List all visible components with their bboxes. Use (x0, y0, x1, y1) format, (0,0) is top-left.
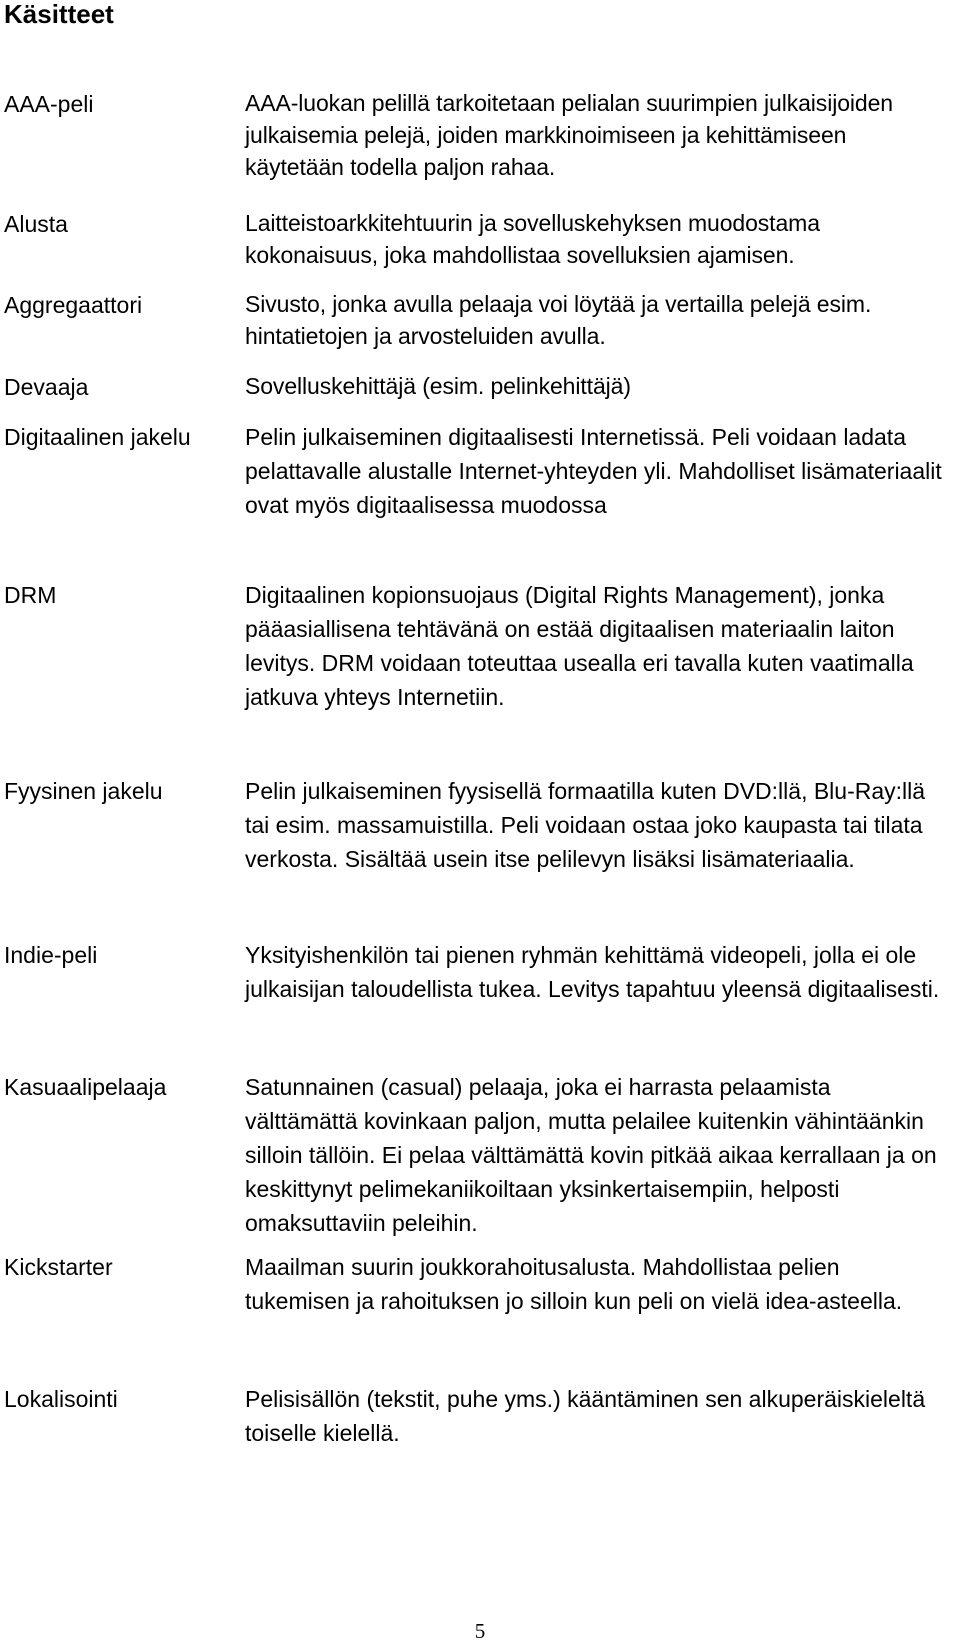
glossary-definition: AAA-luokan pelillä tarkoitetaan pelialan suurimpien julkaisijoiden julkaisemia pelejä, joiden markkinoimiseen ja kehittämiseen käytetään todella paljon rahaa. (245, 90, 894, 180)
glossary-definition: Pelin julkaiseminen fyysisellä formaatilla kuten DVD:llä, Blu-Ray:llä tai esim. massamuistilla. Peli voidaan ostaa joko kaupasta tai tilata verkosta. Sisältää usein itse pelilevyn lisäksi lisämateriaalia. (245, 778, 926, 872)
glossary-definition: Pelisisällön (tekstit, puhe yms.) kääntäminen sen alkuperäiskieleltä toiselle kielellä. (245, 1386, 926, 1446)
glossary-term: Alusta (4, 211, 68, 237)
glossary-definition: Yksityishenkilön tai pienen ryhmän kehittämä videopeli, jolla ei ole julkaisijan taloudellista tukea. Levitys tapahtuu yleensä digitaalisesti. (245, 942, 940, 1002)
glossary-term: Devaaja (4, 374, 89, 400)
glossary-definition: Sivusto, jonka avulla pelaaja voi löytää ja vertailla pelejä esim. hintatietojen ja arvosteluiden avulla. (245, 291, 872, 349)
glossary-term: Fyysinen jakelu (4, 778, 163, 804)
glossary-term: Kickstarter (4, 1254, 113, 1280)
glossary-definition: Laitteistoarkkitehtuurin ja sovelluskehyksen muodostama kokonaisuus, joka mahdollistaa sovelluksien ajamisen. (245, 210, 820, 268)
page-title: Käsitteet (4, 0, 114, 29)
glossary-definition: Satunnainen (casual) pelaaja, joka ei harrasta pelaamista välttämättä kovinkaan paljon, mutta pelailee kuitenkin vähintäänkin silloin tällöin. Ei pelaa välttämättä kovin pitkää aikaa kerrallaan ja on keskittynyt pelimekaniikoiltaan yksinkertaisempiin, helposti omaksuttaviin peleihin. (245, 1074, 937, 1236)
glossary-definition: Digitaalinen kopionsuojaus (Digital Rights Management), jonka pääasiallisena tehtävänä on estää digitaalisen materiaalin laiton levitys. DRM voidaan toteuttaa usealla eri tavalla kuten vaatimalla jatkuva yhteys Internetiin. (245, 582, 914, 710)
page-number: 5 (474, 1619, 486, 1643)
glossary-term: Aggregaattori (4, 292, 143, 318)
glossary-term: DRM (4, 582, 57, 608)
glossary-definition: Maailman suurin joukkorahoitusalusta. Mahdollistaa pelien tukemisen ja rahoituksen jo silloin kun peli on vielä idea-asteella. (245, 1254, 903, 1314)
glossary-term: Kasuaalipelaaja (4, 1074, 167, 1100)
glossary-definition: Sovelluskehittäjä (esim. pelinkehittäjä) (245, 373, 631, 399)
glossary-definition: Pelin julkaiseminen digitaalisesti Internetissä. Peli voidaan ladata pelattavalle alustalle Internet-yhteyden yli. Mahdolliset lisämateriaalit ovat myös digitaalisessa muodossa (245, 424, 942, 518)
glossary-term: AAA-peli (4, 91, 94, 117)
glossary-term: Indie-peli (4, 942, 98, 968)
glossary-term: Digitaalinen jakelu (4, 424, 191, 450)
glossary-term: Lokalisointi (4, 1386, 118, 1412)
